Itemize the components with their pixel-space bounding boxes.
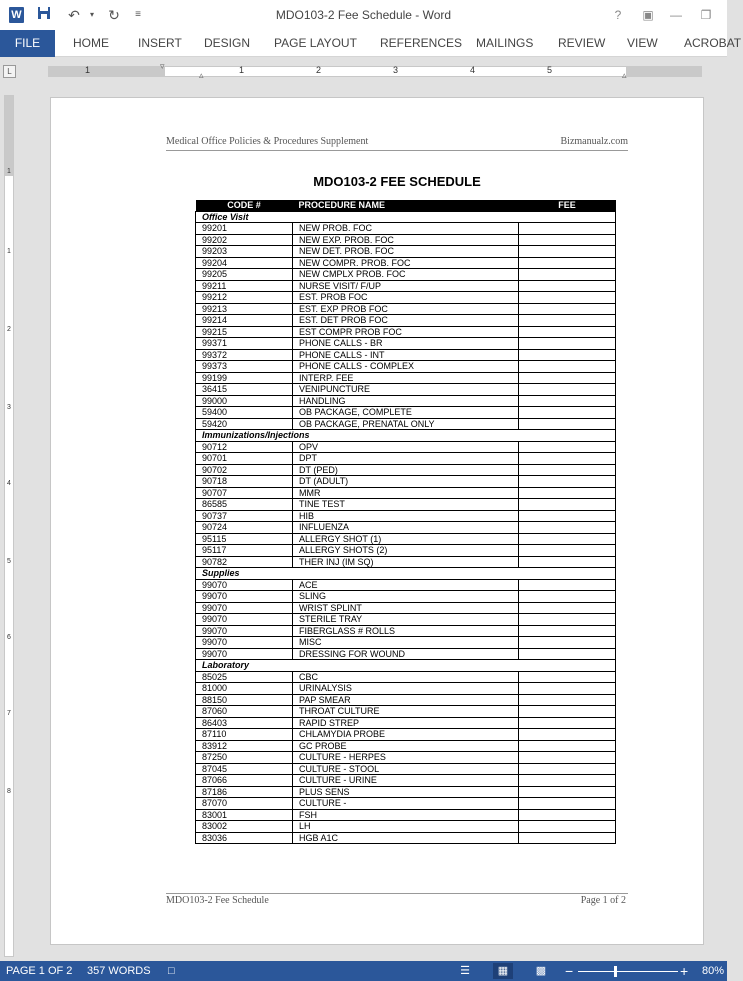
procedure-cell: INTERP. FEE	[293, 372, 519, 384]
footer-rule	[166, 893, 628, 894]
tab-selector-icon[interactable]: L	[3, 65, 16, 78]
procedure-cell: DPT	[293, 453, 519, 465]
fee-cell[interactable]	[519, 625, 616, 637]
procedure-cell: PLUS SENS	[293, 786, 519, 798]
ruler-number: 4	[470, 65, 476, 75]
table-row	[196, 671, 616, 683]
code-cell: 87060	[196, 706, 293, 718]
table-row	[196, 246, 616, 258]
table-row	[196, 740, 616, 752]
table-row	[196, 349, 616, 361]
table-row	[196, 786, 616, 798]
code-cell: 99070	[196, 579, 293, 591]
procedure-cell: NEW DET. PROB. FOC	[293, 246, 519, 258]
procedure-cell: DT (ADULT)	[293, 476, 519, 488]
fee-cell[interactable]	[519, 372, 616, 384]
procedure-cell: PAP SMEAR	[293, 694, 519, 706]
fee-cell[interactable]	[519, 763, 616, 775]
horizontal-ruler[interactable]	[0, 58, 727, 88]
code-cell: 95115	[196, 533, 293, 545]
code-cell: 83002	[196, 821, 293, 833]
code-cell: 59420	[196, 418, 293, 430]
procedure-cell: HANDLING	[293, 395, 519, 407]
fee-cell[interactable]	[519, 729, 616, 741]
code-cell: 88150	[196, 694, 293, 706]
title-bar	[0, 0, 727, 30]
table-row	[196, 407, 616, 419]
procedure-cell: CBC	[293, 671, 519, 683]
column-header-fee: FEE	[519, 200, 616, 211]
procedure-cell: DT (PED)	[293, 464, 519, 476]
code-cell: 87186	[196, 786, 293, 798]
fee-cell[interactable]	[519, 269, 616, 281]
procedure-cell: URINALYSIS	[293, 683, 519, 695]
code-cell: 99202	[196, 234, 293, 246]
section-row	[196, 430, 616, 442]
procedure-cell: OB PACKAGE, COMPLETE	[293, 407, 519, 419]
zoom-slider-thumb[interactable]	[614, 966, 617, 977]
table-row	[196, 706, 616, 718]
fee-cell[interactable]	[519, 487, 616, 499]
fee-cell[interactable]	[519, 717, 616, 729]
code-cell: 99199	[196, 372, 293, 384]
column-header-procedure: PROCEDURE NAME	[293, 200, 519, 211]
code-cell: 90782	[196, 556, 293, 568]
web-layout-icon[interactable]: ▩	[535, 965, 547, 977]
zoom-level[interactable]: 80%	[702, 965, 725, 977]
code-cell: 99214	[196, 315, 293, 327]
table-row	[196, 487, 616, 499]
fee-cell[interactable]	[519, 326, 616, 338]
code-cell: 99070	[196, 591, 293, 603]
table-row	[196, 591, 616, 603]
table-row	[196, 395, 616, 407]
procedure-cell: NEW CMPLX PROB. FOC	[293, 269, 519, 281]
table-row	[196, 648, 616, 660]
fee-cell[interactable]	[519, 315, 616, 327]
code-cell: 90712	[196, 441, 293, 453]
vruler-number: 1	[7, 248, 11, 255]
table-row	[196, 464, 616, 476]
table-row	[196, 556, 616, 568]
section-row	[196, 211, 616, 223]
table-row	[196, 499, 616, 511]
tab-view[interactable]: VIEW	[627, 36, 658, 50]
table-row	[196, 326, 616, 338]
code-cell: 99070	[196, 614, 293, 626]
table-row	[196, 303, 616, 315]
table-row	[196, 384, 616, 396]
procedure-cell: EST. EXP PROB FOC	[293, 303, 519, 315]
procedure-cell: GC PROBE	[293, 740, 519, 752]
table-row	[196, 694, 616, 706]
table-row	[196, 821, 616, 833]
procedure-cell: EST. PROB FOC	[293, 292, 519, 304]
undo-icon[interactable]: ↶	[68, 7, 80, 23]
table-row	[196, 510, 616, 522]
table-row	[196, 533, 616, 545]
procedure-cell: PHONE CALLS - COMPLEX	[293, 361, 519, 373]
procedure-cell: INFLUENZA	[293, 522, 519, 534]
code-cell: 59400	[196, 407, 293, 419]
customize-icon[interactable]: ≡	[135, 9, 141, 20]
proofing-icon[interactable]: □	[168, 965, 175, 977]
procedure-cell: HGB A1C	[293, 832, 519, 844]
section-label: Laboratory	[196, 660, 616, 672]
procedure-cell: MISC	[293, 637, 519, 649]
first-line-indent-marker-icon[interactable]: ▿	[160, 61, 165, 71]
table-row	[196, 292, 616, 304]
status-bar	[0, 961, 727, 981]
code-cell: 87066	[196, 775, 293, 787]
window-title: MDO103-2 Fee Schedule - Word	[275, 8, 452, 22]
code-cell: 83036	[196, 832, 293, 844]
section-label: Supplies	[196, 568, 616, 580]
fee-cell[interactable]	[519, 809, 616, 821]
fee-cell[interactable]	[519, 821, 616, 833]
section-row	[196, 568, 616, 580]
code-cell: 99204	[196, 257, 293, 269]
table-header-row	[196, 200, 616, 211]
table-row	[196, 798, 616, 810]
code-cell: 99373	[196, 361, 293, 373]
procedure-cell: FIBERGLASS # ROLLS	[293, 625, 519, 637]
procedure-cell: SLING	[293, 591, 519, 603]
procedure-cell: CHLAMYDIA PROBE	[293, 729, 519, 741]
undo-dropdown-icon[interactable]: ▾	[89, 10, 94, 19]
code-cell: 90724	[196, 522, 293, 534]
code-cell: 87045	[196, 763, 293, 775]
code-cell: 83001	[196, 809, 293, 821]
procedure-cell: NEW EXP. PROB. FOC	[293, 234, 519, 246]
code-cell: 99070	[196, 637, 293, 649]
page-footer-right: Page 1 of 2	[580, 895, 626, 906]
fee-cell[interactable]	[519, 694, 616, 706]
vruler-number: 7	[7, 710, 11, 717]
vruler-number: 2	[7, 326, 11, 333]
ruler-right-margin	[626, 66, 702, 77]
fee-cell[interactable]	[519, 361, 616, 373]
code-cell: 36415	[196, 384, 293, 396]
code-cell: 87250	[196, 752, 293, 764]
code-cell: 85025	[196, 671, 293, 683]
code-cell: 99205	[196, 269, 293, 281]
table-row	[196, 775, 616, 787]
fee-cell[interactable]	[519, 832, 616, 844]
table-row	[196, 545, 616, 557]
section-row	[196, 660, 616, 672]
procedure-cell: CULTURE -	[293, 798, 519, 810]
procedure-cell: STERILE TRAY	[293, 614, 519, 626]
procedure-cell: FSH	[293, 809, 519, 821]
table-row	[196, 223, 616, 235]
fee-cell[interactable]	[519, 786, 616, 798]
page-header-right: Bizmanualz.com	[560, 136, 628, 147]
fee-cell[interactable]	[519, 464, 616, 476]
table-row	[196, 361, 616, 373]
vruler-number: 5	[7, 558, 11, 565]
header-rule	[166, 150, 628, 151]
table-body	[196, 211, 616, 844]
code-cell: 99201	[196, 223, 293, 235]
code-cell: 90701	[196, 453, 293, 465]
fee-cell[interactable]	[519, 637, 616, 649]
fee-cell[interactable]	[519, 671, 616, 683]
fee-cell[interactable]	[519, 407, 616, 419]
ruler-number: 5	[547, 65, 553, 75]
vruler-number: 4	[7, 480, 11, 487]
fee-cell[interactable]	[519, 234, 616, 246]
code-cell: 95117	[196, 545, 293, 557]
table-row	[196, 269, 616, 281]
procedure-cell: CULTURE - URINE	[293, 775, 519, 787]
procedure-cell: VENIPUNCTURE	[293, 384, 519, 396]
procedure-cell: ALLERGY SHOTS (2)	[293, 545, 519, 557]
fee-cell[interactable]	[519, 591, 616, 603]
fee-cell[interactable]	[519, 257, 616, 269]
fee-cell[interactable]	[519, 798, 616, 810]
table-row	[196, 522, 616, 534]
vruler-number: 8	[7, 788, 11, 795]
procedure-cell: HIB	[293, 510, 519, 522]
procedure-cell: THER INJ (IM SQ)	[293, 556, 519, 568]
fee-cell[interactable]	[519, 476, 616, 488]
vertical-ruler[interactable]	[4, 95, 14, 957]
minimize-icon[interactable]: —	[670, 8, 682, 22]
fee-cell[interactable]	[519, 545, 616, 557]
zoom-in-button[interactable]: +	[680, 963, 689, 979]
fee-cell[interactable]	[519, 752, 616, 764]
fee-cell[interactable]	[519, 579, 616, 591]
vruler-number: 6	[7, 634, 11, 641]
code-cell: 90718	[196, 476, 293, 488]
fee-cell[interactable]	[519, 775, 616, 787]
fee-cell[interactable]	[519, 441, 616, 453]
vruler-number: 3	[7, 404, 11, 411]
fee-schedule-table	[195, 200, 616, 844]
table-row	[196, 637, 616, 649]
code-cell: 90702	[196, 464, 293, 476]
fee-cell[interactable]	[519, 510, 616, 522]
fee-cell[interactable]	[519, 706, 616, 718]
word-app-icon[interactable]: W	[9, 7, 24, 23]
procedure-cell: NEW COMPR. PROB. FOC	[293, 257, 519, 269]
table-row	[196, 717, 616, 729]
code-cell: 87110	[196, 729, 293, 741]
fee-cell[interactable]	[519, 384, 616, 396]
code-cell: 99212	[196, 292, 293, 304]
procedure-cell: NURSE VISIT/ F/UP	[293, 280, 519, 292]
procedure-cell: LH	[293, 821, 519, 833]
fee-cell[interactable]	[519, 338, 616, 350]
procedure-cell: RAPID STREP	[293, 717, 519, 729]
code-cell: 99211	[196, 280, 293, 292]
vruler-number: 1	[7, 168, 11, 175]
fee-cell[interactable]	[519, 303, 616, 315]
vertical-ruler-top-margin	[5, 96, 13, 176]
code-cell: 99070	[196, 602, 293, 614]
help-icon[interactable]: ?	[614, 8, 622, 22]
save-icon[interactable]	[34, 5, 54, 25]
procedure-cell: WRIST SPLINT	[293, 602, 519, 614]
code-cell: 99070	[196, 625, 293, 637]
read-mode-icon[interactable]: ☰	[460, 965, 470, 977]
code-cell: 90737	[196, 510, 293, 522]
tab-file[interactable]: FILE	[0, 30, 55, 57]
table-row	[196, 315, 616, 327]
table-row	[196, 257, 616, 269]
tab-home[interactable]: HOME	[73, 36, 109, 50]
code-cell: 99371	[196, 338, 293, 350]
code-cell: 81000	[196, 683, 293, 695]
table-row	[196, 476, 616, 488]
tab-page-layout[interactable]: PAGE LAYOUT	[274, 36, 357, 50]
zoom-out-button[interactable]: −	[565, 963, 574, 979]
code-cell: 99203	[196, 246, 293, 258]
code-cell: 99000	[196, 395, 293, 407]
restore-icon[interactable]: ❐	[700, 8, 712, 22]
tab-mailings[interactable]: MAILINGS	[476, 36, 534, 50]
fee-cell[interactable]	[519, 223, 616, 235]
table-row	[196, 832, 616, 844]
ruler-number: 3	[393, 65, 399, 75]
code-cell: 90707	[196, 487, 293, 499]
table-row	[196, 625, 616, 637]
table-row	[196, 809, 616, 821]
word-count-status[interactable]: 357 WORDS	[87, 965, 151, 977]
procedure-cell: DRESSING FOR WOUND	[293, 648, 519, 660]
section-label: Office Visit	[196, 211, 616, 223]
fee-cell[interactable]	[519, 522, 616, 534]
fee-cell[interactable]	[519, 453, 616, 465]
tab-review[interactable]: REVIEW	[558, 36, 606, 50]
table-row	[196, 579, 616, 591]
ruler-number: 2	[316, 65, 322, 75]
table-row	[196, 602, 616, 614]
procedure-cell: MMR	[293, 487, 519, 499]
document-page[interactable]	[51, 98, 703, 944]
procedure-cell: ACE	[293, 579, 519, 591]
fee-cell[interactable]	[519, 614, 616, 626]
procedure-cell: PHONE CALLS - BR	[293, 338, 519, 350]
fee-cell[interactable]	[519, 292, 616, 304]
ruler-left-margin	[48, 66, 165, 77]
fee-cell[interactable]	[519, 499, 616, 511]
table-row	[196, 372, 616, 384]
hanging-indent-marker-icon[interactable]: ▵	[199, 70, 204, 80]
table-row	[196, 234, 616, 246]
procedure-cell: TINE TEST	[293, 499, 519, 511]
page-header-left: Medical Office Policies & Procedures Supplement	[166, 136, 369, 147]
table-row	[196, 280, 616, 292]
fee-cell[interactable]	[519, 602, 616, 614]
procedure-cell: CULTURE - STOOL	[293, 763, 519, 775]
ruler-number: 1	[85, 65, 91, 75]
fee-cell[interactable]	[519, 683, 616, 695]
table-row	[196, 614, 616, 626]
page-count-status[interactable]: PAGE 1 OF 2	[6, 965, 73, 977]
fee-cell[interactable]	[519, 395, 616, 407]
procedure-cell: OB PACKAGE, PRENATAL ONLY	[293, 418, 519, 430]
ribbon-display-icon[interactable]: ▣	[642, 8, 654, 22]
ribbon-tabs	[0, 30, 742, 57]
code-cell: 87070	[196, 798, 293, 810]
procedure-cell: THROAT CULTURE	[293, 706, 519, 718]
fee-cell[interactable]	[519, 349, 616, 361]
procedure-cell: EST COMPR PROB FOC	[293, 326, 519, 338]
code-cell: 86403	[196, 717, 293, 729]
code-cell: 86585	[196, 499, 293, 511]
document-title: MDO103-2 FEE SCHEDULE	[313, 174, 481, 189]
print-layout-icon[interactable]: ▦	[493, 963, 513, 979]
fee-cell[interactable]	[519, 280, 616, 292]
procedure-cell: ALLERGY SHOT (1)	[293, 533, 519, 545]
table-row	[196, 338, 616, 350]
table-row	[196, 453, 616, 465]
procedure-cell: NEW PROB. FOC	[293, 223, 519, 235]
table-row	[196, 752, 616, 764]
fee-cell[interactable]	[519, 740, 616, 752]
tab-design[interactable]: DESIGN	[204, 36, 251, 50]
table-row	[196, 763, 616, 775]
fee-cell[interactable]	[519, 246, 616, 258]
fee-cell[interactable]	[519, 418, 616, 430]
column-header-code: CODE #	[196, 200, 293, 211]
procedure-cell: CULTURE - HERPES	[293, 752, 519, 764]
code-cell: 83912	[196, 740, 293, 752]
fee-cell[interactable]	[519, 556, 616, 568]
tab-insert[interactable]: INSERT	[138, 36, 182, 50]
code-cell: 99372	[196, 349, 293, 361]
code-cell: 99070	[196, 648, 293, 660]
right-indent-marker-icon[interactable]: ▵	[622, 70, 627, 80]
table-row	[196, 441, 616, 453]
tab-acrobat[interactable]: ACROBAT	[684, 36, 742, 50]
zoom-slider-track[interactable]	[578, 971, 678, 972]
procedure-cell: EST. DET PROB FOC	[293, 315, 519, 327]
procedure-cell: PHONE CALLS - INT	[293, 349, 519, 361]
table-row	[196, 729, 616, 741]
section-label: Immunizations/Injections	[196, 430, 616, 442]
code-cell: 99213	[196, 303, 293, 315]
table-row	[196, 683, 616, 695]
code-cell: 99215	[196, 326, 293, 338]
page-footer-left: MDO103-2 Fee Schedule	[166, 895, 269, 906]
procedure-cell: OPV	[293, 441, 519, 453]
ruler-number: 1	[239, 65, 245, 75]
fee-cell[interactable]	[519, 533, 616, 545]
redo-icon[interactable]: ↻	[108, 7, 120, 23]
table-row	[196, 418, 616, 430]
fee-cell[interactable]	[519, 648, 616, 660]
tab-references[interactable]: REFERENCES	[380, 36, 463, 50]
